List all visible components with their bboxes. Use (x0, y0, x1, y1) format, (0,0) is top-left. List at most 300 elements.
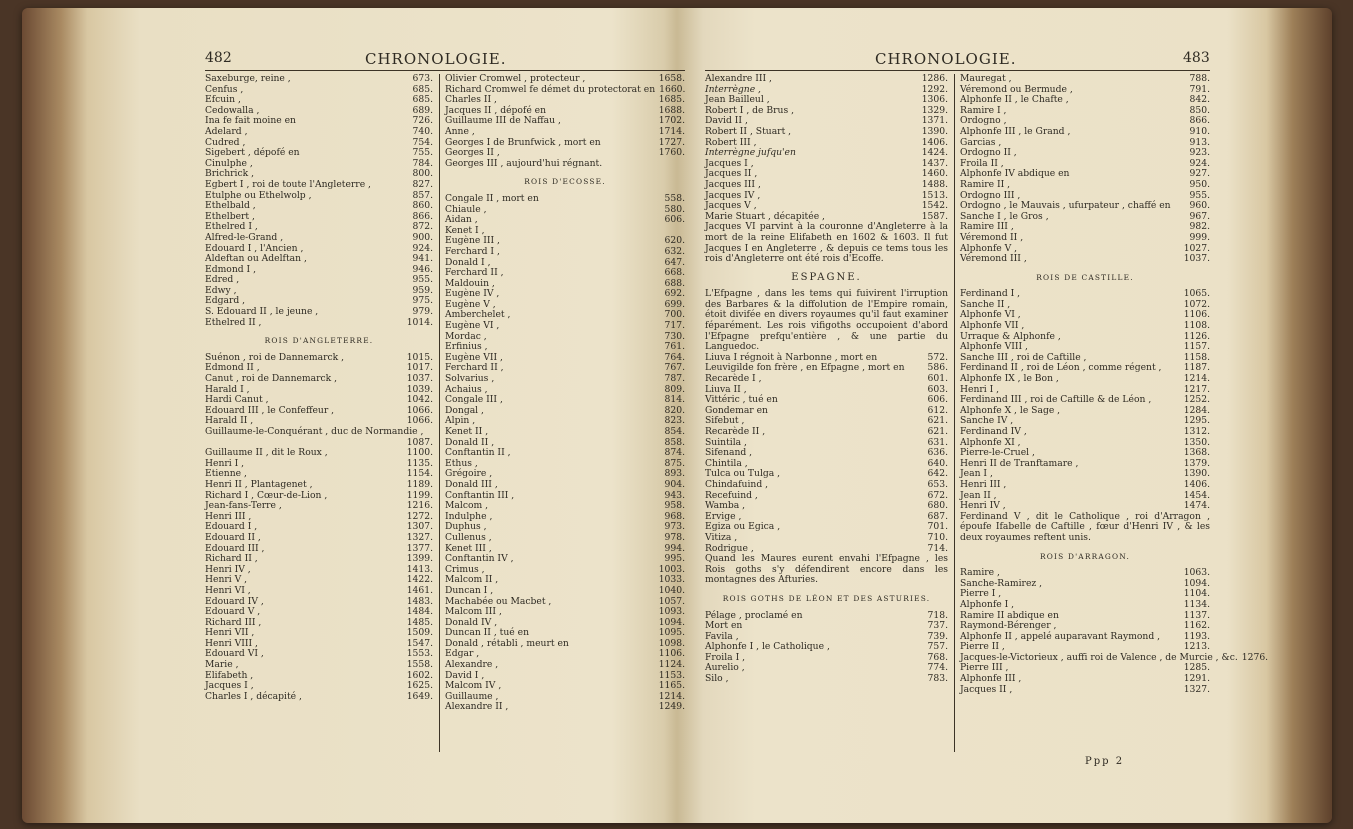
entry-name: Sanche I , le Gros , (960, 210, 1049, 222)
entry-year: 814. (664, 394, 685, 406)
entry-name: David I , (445, 669, 485, 681)
list-item (205, 233, 433, 244)
entry-year: 820. (664, 404, 685, 416)
entry-name: Amberchelet , (445, 309, 511, 321)
entry-year: 606. (927, 394, 948, 406)
entry-year: 1217. (1183, 383, 1210, 395)
entry-name: Aldeftan ou Adelftan , (205, 253, 307, 265)
entry-year: 673. (412, 73, 433, 84)
list-item (205, 275, 433, 286)
entry-year: 1276. (1241, 651, 1269, 663)
entry-year: 967. (1189, 210, 1210, 222)
entry-name: Egiza ou Egica , (705, 521, 781, 533)
section-heading: ESPAGNE. (791, 271, 862, 283)
entry-name: Alpin , (445, 415, 476, 427)
entry-name: Jacques I , (205, 680, 254, 692)
entry-year: 1306. (921, 94, 948, 106)
entry-name: Edouard V , (205, 606, 261, 618)
entry-name: Achaius , (445, 383, 488, 395)
entry-name: Cinulphe , (205, 157, 253, 169)
entry-name: Donald , rétabli , meurt en (445, 637, 569, 649)
list-item (445, 159, 685, 170)
entry-name: Malcom II , (445, 574, 499, 586)
entry-name: Donald III , (445, 478, 498, 490)
entry-name: David II , (705, 115, 748, 127)
entry-name: Anne , (445, 125, 475, 137)
entry-year: 1558. (406, 659, 433, 671)
entry-year: 1307. (406, 521, 433, 533)
entry-name: Sanche IV , (960, 415, 1014, 427)
entry-year: 621. (927, 426, 948, 437)
entry-name: Henri II , Plantagenet , (205, 478, 313, 490)
entry-name: Pélage , proclamé en (705, 609, 803, 621)
entry-year: 1158. (1183, 351, 1210, 363)
entry-name: Malcom , (445, 500, 489, 512)
entry-name: Eugène VII , (445, 351, 503, 363)
entry-year: 1390. (921, 125, 948, 137)
list-item (445, 406, 685, 417)
entry-year: 1485. (406, 616, 433, 628)
entry-name: Mordac , (445, 330, 487, 342)
list-item (960, 233, 1210, 244)
entry-year: 1377. (406, 542, 433, 554)
entry-year: 692. (664, 288, 685, 300)
entry-name: Ramire I , (960, 104, 1007, 116)
list-item (205, 692, 433, 703)
entry-year: 924. (412, 242, 433, 254)
section-heading: ROIS D'ARRAGON. (1039, 551, 1131, 561)
entry-name: Recarède I , (705, 373, 762, 385)
list-item (445, 480, 685, 491)
entry-year: 791. (1189, 83, 1210, 95)
entry-year: 1284. (1183, 404, 1210, 416)
entry-name: Ethelbald , (205, 200, 256, 212)
list-item (205, 649, 433, 660)
entry-year: 1406. (1183, 478, 1210, 490)
entry-year: 689. (412, 104, 433, 116)
entry-name: Henri I , (205, 457, 245, 469)
entry-name: Ferchard II , (445, 267, 504, 279)
entry-name: Henri IV , (205, 563, 251, 575)
entry-name: Ordogno , (960, 115, 1007, 127)
entry-name: Kenet II , (445, 426, 489, 437)
entry-name: Edgard , (205, 295, 246, 307)
entry-year: 994. (664, 542, 685, 554)
list-item (705, 663, 948, 674)
entry-name: Crimus , (445, 563, 485, 575)
entry-year: 1390. (1183, 468, 1210, 480)
entry-year: 857. (412, 189, 433, 201)
entry-year: 1098. (658, 637, 685, 649)
entry-name: Edouard II , (205, 531, 261, 543)
entry-name: Etulphe ou Ethelwolp , (205, 189, 312, 201)
entry-name: Henri VI , (205, 584, 251, 596)
entry-year: 1461. (406, 584, 433, 596)
entry-year: 975. (412, 295, 433, 307)
entry-year: 1126. (1183, 330, 1210, 342)
entry-name: Malcom IV , (445, 680, 502, 692)
entry-name: Alphonfe V , (960, 242, 1018, 254)
entry-year: 612. (927, 404, 948, 416)
entry-year: 1106. (1183, 309, 1210, 321)
entry-name: Congale II , mort en (445, 192, 539, 204)
entry-name: Brichrick , (205, 168, 255, 180)
entry-name: Ramire III , (960, 221, 1014, 233)
entry-name: Alphonfe VI , (960, 309, 1021, 321)
entry-year: 761. (664, 341, 685, 353)
entry-name: Jean-fans-Terre , (205, 500, 282, 512)
entry-year: 927. (1189, 168, 1210, 180)
entry-name: Silo , (705, 673, 729, 685)
list-item (445, 194, 685, 205)
entry-name: Conftantin III , (445, 489, 515, 501)
entry-name: Guillaume , (445, 690, 499, 702)
entry-year: 858. (664, 436, 685, 448)
entry-name: Alphonfe VII , (960, 320, 1025, 332)
entry-year: 1329. (921, 104, 948, 116)
entry-year: 740. (412, 125, 433, 137)
entry-year: 1587. (921, 210, 948, 222)
entry-year: 1014. (406, 316, 433, 328)
entry-name: Chindafuind , (705, 478, 769, 490)
entry-name: Marie Stuart , décapitée , (705, 210, 825, 222)
entry-name: Duncan I , (445, 584, 494, 596)
entry-name: Gondemar en (705, 404, 768, 416)
entry-name: Pierre-le-Cruel , (960, 447, 1035, 459)
list-item: 1087. (406, 436, 433, 448)
list-item (960, 254, 1210, 265)
entry-name: Ferchard I , (445, 245, 500, 257)
entry-name: Henri IV , (960, 500, 1006, 512)
entry-year: 580. (664, 203, 685, 215)
entry-name: Henri I , (960, 383, 1000, 395)
entry-year: 783. (927, 673, 948, 685)
list-item (205, 127, 433, 138)
entry-year: 913. (1189, 136, 1210, 148)
entry-year: 788. (1189, 73, 1210, 84)
entry-name: Froila I , (705, 651, 746, 663)
list-item (205, 318, 433, 329)
list-item (960, 459, 1210, 470)
entry-name: Richard Cromwel fe démet du protectorat en (445, 83, 656, 95)
entry-year: 1137. (1183, 609, 1210, 621)
entry-year: 1685. (658, 94, 685, 106)
entry-name: Elifabeth , (205, 669, 254, 681)
entry-name: Edmond II , (205, 362, 260, 374)
entry-name: Eugène IV , (445, 288, 500, 300)
section-heading: ROIS D'ECOSSE. (524, 177, 606, 187)
entry-name: Richard II , (205, 553, 258, 565)
list-item (445, 116, 685, 127)
list-item (705, 127, 948, 138)
entry-year: 710. (927, 531, 948, 543)
entry-year: 680. (927, 500, 948, 512)
entry-year: 631. (927, 436, 948, 448)
entry-year: 982. (1189, 221, 1210, 233)
entry-year: 900. (412, 231, 433, 243)
entry-year: 668. (664, 267, 685, 279)
entry-name: Georges III , aujourd'hui régnant. (445, 157, 603, 169)
entry-name: Conftantin II , (445, 447, 511, 459)
entry-name: Canut , roi de Dannemarck , (205, 373, 338, 385)
entry-name: Ferdinand II , roi de Léon , comme régent , (960, 362, 1162, 374)
entry-name: Sifebut , (705, 415, 745, 427)
entry-name: Henri II de Tranftamare , (960, 457, 1079, 469)
list-item (705, 533, 948, 544)
entry-name: Edouard III , le Confeffeur , (205, 404, 335, 416)
entry-name: Marie , (205, 659, 239, 671)
entry-year: 784. (412, 157, 433, 169)
entry-year: 1154. (406, 468, 433, 480)
left-column-1 (205, 74, 433, 702)
entry-name: Véremond ou Bermude , (960, 83, 1073, 95)
entry-name: Indulphe , (445, 510, 493, 522)
entry-name: Pierre II , (960, 641, 1005, 653)
entry-name: Liuva I régnoit à Narbonne , mort en (705, 351, 878, 363)
entry-year: 823. (664, 415, 685, 427)
entry-year: 1688. (658, 104, 685, 116)
entry-name: Charles I , décapité , (205, 690, 302, 702)
entry-name: Mort en (705, 620, 743, 632)
entry-name: Cenfus , (205, 83, 244, 95)
entry-name: Alphonfe X , le Sage , (960, 404, 1061, 416)
entry-year: 757. (927, 641, 948, 653)
entry-year: 1474. (1183, 500, 1210, 512)
list-item (445, 702, 685, 713)
entry-name: Sanche III , roi de Caftille , (960, 351, 1087, 363)
entry-name: Vitiza , (705, 531, 738, 543)
entry-year: 730. (664, 330, 685, 342)
entry-year: 1124. (658, 659, 685, 671)
entry-name: Suénon , roi de Dannemarck , (205, 351, 345, 363)
entry-name: Congale III , (445, 394, 503, 406)
entry-name: Henri III , (960, 478, 1007, 490)
entry-year: 1063. (1183, 567, 1210, 579)
entry-year: 1033. (658, 574, 685, 586)
entry-year: 1003. (658, 563, 685, 575)
entry-year: 1379. (1183, 457, 1210, 469)
list-item (705, 180, 948, 191)
entry-year: 1547. (406, 637, 433, 649)
entry-name: Ramire , (960, 567, 1000, 579)
entry-name: Kenet III , (445, 542, 492, 554)
entry-name: Conftantin IV , (445, 553, 514, 565)
entry-year: 958. (664, 500, 685, 512)
entry-name: Ordogno III , (960, 189, 1021, 201)
entry-name: Cedowalla , (205, 104, 260, 116)
entry-year: 737. (927, 620, 948, 632)
entry-year: 1285. (1183, 662, 1210, 674)
entry-name: Urraque & Alphonfe , (960, 330, 1061, 342)
entry-year: 558. (664, 192, 685, 204)
entry-name: Ferdinand I , (960, 288, 1021, 300)
entry-year: 1272. (406, 510, 433, 522)
entry-name: Henri III , (205, 510, 252, 522)
entry-name: Ethelbert , (205, 210, 255, 222)
list-item: Guillaume II , dit le Roux , 1100. (205, 447, 433, 459)
entry-name: Chintila , (705, 457, 748, 469)
list-item (445, 533, 685, 544)
entry-year: 1509. (406, 627, 433, 639)
entry-name: Interrègne jufqu'en (705, 147, 796, 159)
entry-year: 1106. (658, 648, 685, 660)
list-item (445, 247, 685, 258)
entry-name: Donald IV , (445, 616, 498, 628)
entry-name: Eugène III , (445, 235, 500, 247)
entry-year: 1165. (658, 680, 685, 692)
entry-year: 1189. (406, 478, 433, 490)
entry-name: Jacques II , (960, 683, 1013, 695)
entry-name: Hardi Canut , (205, 394, 269, 406)
entry-year: 995. (664, 553, 685, 565)
entry-year: 1153. (658, 669, 685, 681)
entry-name: Henri VIII , (205, 637, 258, 649)
entry-name: Georges II , (445, 147, 500, 159)
entry-year: 1214. (658, 690, 685, 702)
entry-year: 968. (664, 510, 685, 522)
entry-year: 701. (927, 521, 948, 533)
entry-name: Ervige , (705, 510, 742, 522)
entry-year: 1327. (1183, 683, 1210, 695)
entry-name: Edouard I , (205, 521, 258, 533)
entry-name: Recarède II , (705, 426, 766, 437)
entry-year: 1327. (406, 531, 433, 543)
entry-name: Véremond II , (960, 231, 1024, 243)
entry-year: 1214. (1183, 373, 1210, 385)
entry-name: Duncan II , tué en (445, 627, 530, 639)
entry-name: Jacques III , (705, 178, 761, 190)
entry-year: 1015. (406, 351, 433, 363)
head-rule (205, 70, 685, 71)
list-item (205, 74, 433, 85)
column-rule (439, 74, 440, 752)
entry-year: 632. (664, 245, 685, 257)
entry-year: 1027. (1183, 242, 1210, 254)
entry-name: Mauregat , (960, 73, 1012, 84)
entry-year: 1399. (406, 553, 433, 565)
entry-year: 774. (927, 662, 948, 674)
entry-year: 1625. (406, 680, 433, 692)
entry-year: 699. (664, 298, 685, 310)
entry-name: Interrègne , (705, 83, 761, 95)
entry-year: 842. (1189, 94, 1210, 106)
entry-year: 809. (664, 383, 685, 395)
entry-name: Ferchard II , (445, 362, 504, 374)
entry-name: Harald I , (205, 383, 250, 395)
entry-year: 1602. (406, 669, 433, 681)
entry-year: 973. (664, 521, 685, 533)
entry-year: 950. (1189, 178, 1210, 190)
entry-year: 1193. (1183, 630, 1210, 642)
entry-year: 979. (412, 306, 433, 318)
entry-year: 1093. (658, 606, 685, 618)
list-item (960, 600, 1210, 611)
entry-name: Alphonfe II , appelé auparavant Raymond , (960, 630, 1161, 642)
entry-name: Véremond III , (960, 253, 1027, 265)
entry-year: 960. (1189, 200, 1210, 212)
entry-year: 1157. (1183, 341, 1210, 353)
list-item (705, 522, 948, 533)
head-rule (705, 70, 1210, 71)
entry-year: 586. (927, 362, 948, 374)
entry-year: 875. (664, 457, 685, 469)
entry-name: Edouard VI , (205, 648, 264, 660)
entry-name: Jean Bailleul , (705, 94, 770, 106)
entry-year: 946. (412, 263, 433, 275)
entry-year: 1484. (406, 606, 433, 618)
entry-name: Ramire II , (960, 178, 1011, 190)
entry-year: 893. (664, 468, 685, 480)
column-rule (954, 74, 955, 752)
entry-name: Alphonfe IX , le Bon , (960, 373, 1059, 385)
list-item (445, 74, 685, 85)
entry-name: Ferdinand III , roi de Caftille & de Léon , (960, 394, 1152, 406)
entry-name: Vittéric , tué en (705, 394, 778, 406)
entry-name: Donald II , (445, 436, 495, 448)
entry-name: Robert III , (705, 136, 757, 148)
entry-name: Froila II , (960, 157, 1004, 169)
entry-year: 647. (664, 256, 685, 268)
entry-year: 959. (412, 284, 433, 296)
entry-name: Dongal , (445, 404, 484, 416)
entry-year: 739. (927, 630, 948, 642)
entry-year: 1454. (1183, 489, 1210, 501)
entry-year: 606. (664, 214, 685, 226)
entry-year: 850. (1189, 104, 1210, 116)
entry-year: 800. (412, 168, 433, 180)
list-item (960, 480, 1210, 491)
entry-name: Maldouin , (445, 277, 495, 289)
entry-year: 910. (1189, 125, 1210, 137)
entry-name: Ina fe fait moine en (205, 115, 296, 127)
entry-name: Adelard , (205, 125, 248, 137)
entry-year: 1039. (406, 383, 433, 395)
list-item (705, 501, 948, 512)
list-item (445, 448, 685, 459)
entry-name: Jacques II , dépofé en (445, 104, 547, 116)
entry-year: 955. (1189, 189, 1210, 201)
right-column-2 (960, 73, 1269, 695)
entry-year: 1760. (658, 147, 685, 159)
entry-name: Robert I , de Brus , (705, 104, 795, 116)
entry-year: 572. (927, 351, 948, 363)
entry-year: 1658. (658, 73, 685, 84)
entry-name: Leuvigilde fon frère , en Efpagne , mort en (705, 362, 905, 374)
list-item (205, 586, 433, 597)
entry-year: 941. (412, 253, 433, 265)
entry-year: 1460. (921, 168, 948, 180)
list-item (445, 586, 685, 597)
entry-year: 978. (664, 531, 685, 543)
entry-name: Alfred-le-Grand , (205, 231, 284, 243)
entry-name: Ethelred II , (205, 316, 262, 328)
entry-year: 685. (412, 83, 433, 95)
paragraph-espagne: L'Efpagne , dans les tems qui fuivirent l'irruption des Barbares & la diffolution de l'Empire romain, étoit divifée en divers royaumes qu'il faut examiner féparément. Les rois vifigoths occupoient d'abord l'Efpagne prefqu'entière , & une partie du Languedoc. (705, 288, 948, 353)
entry-name: Charles II , (445, 94, 497, 106)
entry-year: 1660. (659, 83, 686, 95)
entry-name: Donald I , (445, 256, 491, 268)
entry-name: Eugène V , (445, 298, 496, 310)
entry-year: 904. (664, 478, 685, 490)
entry-year: 1371. (921, 115, 948, 127)
entry-year: 943. (664, 489, 685, 501)
right-page (705, 50, 1269, 767)
list-item (705, 674, 948, 685)
list-item (705, 480, 948, 491)
entry-name: Rodrigue , (705, 542, 754, 554)
entry-name: Georges I de Brunfwick , mort en (445, 136, 601, 148)
entry-year: 787. (664, 373, 685, 385)
